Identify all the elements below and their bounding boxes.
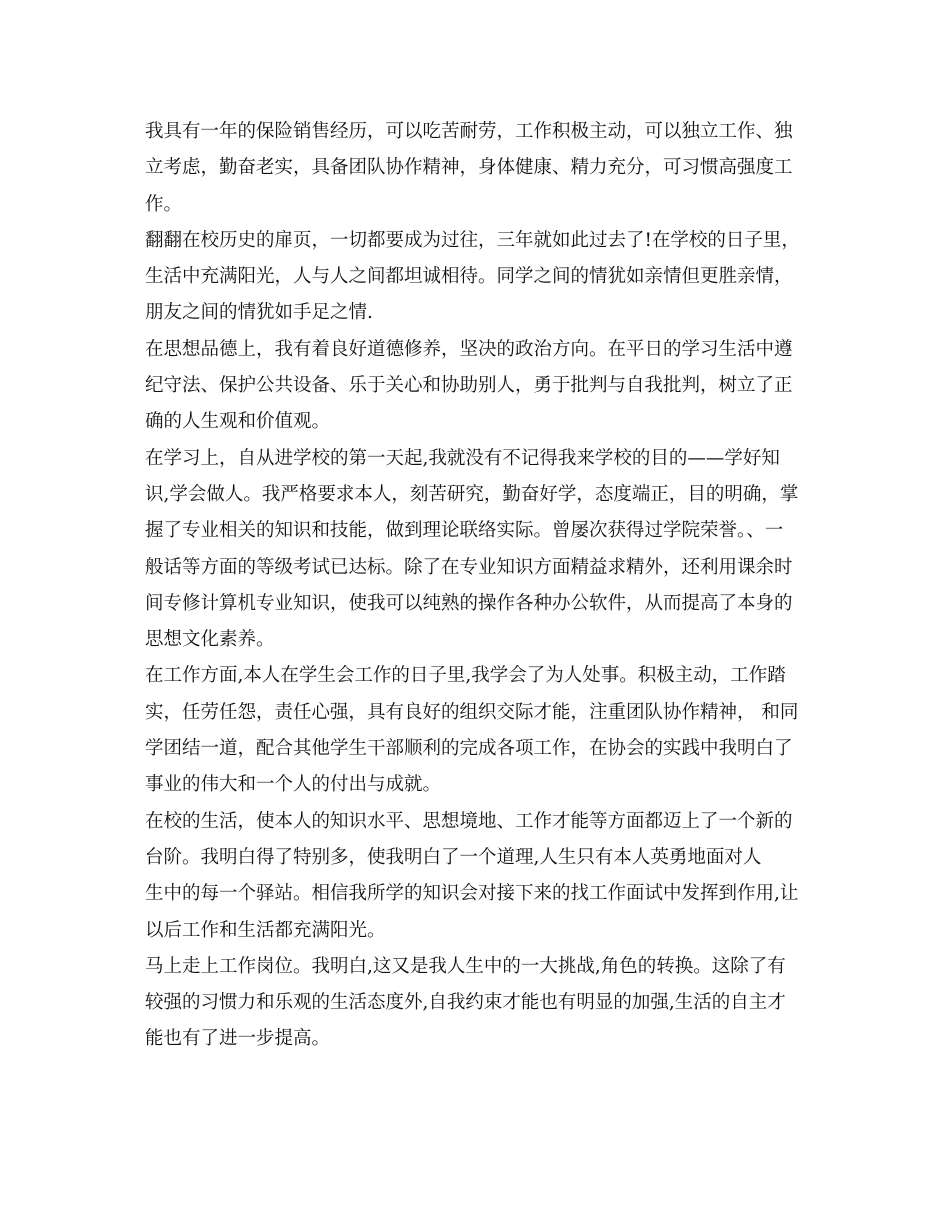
text-line: 实，任劳任怨，责任心强，具有良好的组织交际才能，注重团队协作精神， 和同 [145,701,799,723]
text-line: 生活中充满阳光，人与人之间都坦诚相待。同学之间的情犹如亲情但更胜亲情， [145,266,793,288]
text-line: 学团结一道，配合其他学生干部顺利的完成各项工作，在协会的实践中我明白了 [145,738,793,760]
text-line: 事业的伟大和一个人的付出与成就。 [145,774,442,796]
text-line: 识,学会做人。我严格要求本人，刻苦研究，勤奋好学，态度端正，目的明确，掌 [145,483,799,505]
text-line: 在校的生活，使本人的知识水平、思想境地、工作才能等方面都迈上了一个新的 [145,810,793,832]
text-line: 纪守法、保护公共设备、乐于关心和协助别人，勇于批判与自我批判，树立了正 [145,375,793,397]
text-line: 在思想品德上，我有着良好道德修养，坚决的政治方向。在平日的学习生活中遵 [145,338,793,360]
text-line: 较强的习惯力和乐观的生活态度外,自我约束才能也有明显的加强,生活的自主才 [145,992,786,1014]
text-line: 以后工作和生活都充满阳光。 [145,919,386,941]
text-line: 朋友之间的情犹如手足之情. [145,302,373,324]
document-body [145,114,810,1058]
text-line: 立考虑，勤奋老实，具备团队协作精神，身体健康、精力充分，可习惯高强度工 [145,157,793,179]
text-line: 般话等方面的等级考试已达标。除了在专业知识方面精益求精外，还利用课余时 [145,556,793,578]
text-line: 能也有了进一步提高。 [145,1028,331,1050]
text-line: 间专修计算机专业知识，使我可以纯熟的操作各种办公软件，从而提高了本身的 [145,592,793,614]
text-line: 作。 [145,193,183,215]
text-line: 确的人生观和价值观。 [145,411,331,433]
text-line: 台阶。我明白得了特别多，使我明白了一个道理,人生只有本人英勇地面对人 [145,846,762,868]
text-line: 翻翻在校历史的扉页，一切都要成为过往，三年就如此过去了!在学校的日子里， [145,229,800,251]
text-line: 握了专业相关的知识和技能，做到理论联络实际。曾屡次获得过学院荣誉。、一 [145,520,784,542]
text-line: 在学习上，自从进学校的第一天起,我就没有不记得我来学校的目的——学好知 [145,447,780,469]
text-line: 马上走上工作岗位。我明白,这又是我人生中的一大挑战,角色的转换。这除了有 [145,955,786,977]
text-line: 我具有一年的保险销售经历，可以吃苦耐劳，工作积极主动，可以独立工作、独 [145,121,793,142]
text-line: 在工作方面,本人在学生会工作的日子里,我学会了为人处事。积极主动，工作踏 [145,665,786,687]
text-line: 思想文化素养。 [145,629,275,651]
text-line: 生中的每一个驿站。相信我所学的知识会对接下来的找工作面试中发挥到作用,让 [145,883,799,905]
